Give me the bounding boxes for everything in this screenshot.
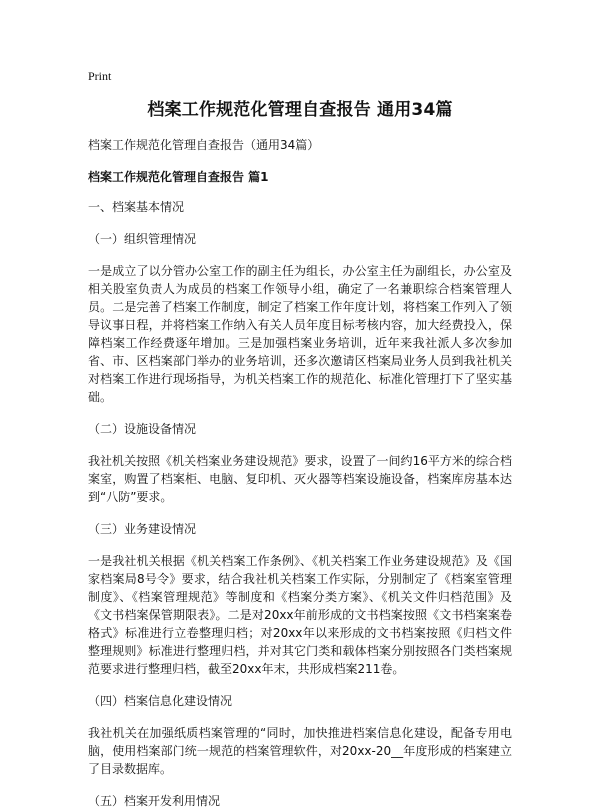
subsection-heading-organization: （一）组织管理情况 [88,232,197,246]
subsection-heading-utilization: （五）档案开发利用情况 [88,794,221,808]
article-title: 档案工作规范化管理自查报告 篇1 [88,170,269,184]
paragraph-facilities: 我社机关按照《机关档案业务建设规范》要求，设置了一间约16平方米的综合档案室，购置了档案柜、电脑、复印机、灭火器等档案设施设备，档案库房基本达到“八防”要求。 [88,454,512,504]
paragraph-organization: 一是成立了以分管办公室工作的副主任为组长，办公室主任为副组长，办公室及相关股室负责人为成员的档案工作领导小组，确定了一名兼职综合档案管理人员。二是完善了档案工作制度，制定了档案工作年度计划，将档案工作列入了领导议事日程，并将档案工作纳入有关人员年度目标考核内容，加大经费投入，保障档案工作经费逐年增加。三是加强档案业务培训，近年来我社派人多次参加省、市、区档案部门举办的业务培训，还多次邀请区档案局业务人员到我社机关对档案工作进行现场指导，为机关档案工作的规范化、标准化管理打下了坚实基础。 [88,264,512,404]
print-label[interactable]: Print [88,69,112,83]
subsection-heading-business: （三）业务建设情况 [88,522,197,536]
section-heading-basic-info: 一、档案基本情况 [88,200,185,214]
document-subtitle: 档案工作规范化管理自查报告（通用34篇） [88,138,320,152]
paragraph-informatization: 我社机关在加强纸质档案管理的“同时，加快推进档案信息化建设，配备专用电脑，使用档案部门统一规范的档案管理软件，对20xx-20__年度形成的档案建立了目录数据库。 [88,726,512,776]
subsection-heading-facilities: （二）设施设备情况 [88,422,197,436]
subsection-heading-informatization: （四）档案信息化建设情况 [88,694,233,708]
document-title: 档案工作规范化管理自查报告 通用34篇 [147,100,453,120]
paragraph-business: 一是我社机关根据《机关档案工作条例》、《机关档案工作业务建设规范》及《国家档案局8号令》要求，结合我社机关档案工作实际，分别制定了《档案室管理制度》、《档案管理规范》等制度和《档案分类方案》、《机关文件归档范围》及《文书档案保管期限表》。二是对20xx年前形成的文书档案按照《文书档案案卷格式》标准进行立卷整理归档；对20xx年以来形成的文书档案按照《归档文件整理规则》标准进行整理归档，并对其它门类和载体档案分别按照各门类档案规范要求进行整理归档，截至20xx年末，共形成档案211卷。 [88,554,512,676]
